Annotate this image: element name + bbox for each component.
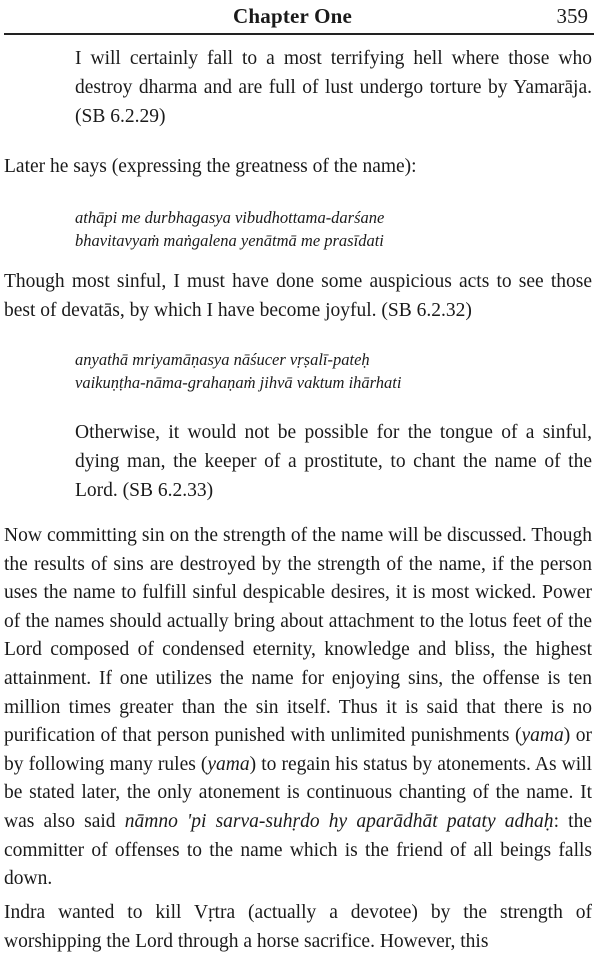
page-number: 359	[556, 4, 588, 28]
running-header	[4, 4, 596, 32]
chapter-title: Chapter One	[233, 4, 353, 28]
verse-line: bhavitavyaṁ maṅgalena yenātmā me prasīdati	[75, 231, 384, 250]
paragraph-2: Though most sinful, I must have done some auspicious acts to see those best of devatās, by which I have become joyful. (SB 6.2.32)	[4, 271, 592, 321]
verse-2	[75, 348, 401, 394]
paragraph-1: Later he says (expressing the greatness of the name):	[4, 156, 417, 177]
verse-1	[75, 206, 384, 252]
paragraph-text: ) or by following many rules (	[4, 725, 592, 775]
paragraph-4: Indra wanted to kill Vṛtra (actually a devotee) by the strength of worshipping the Lord through a horse sacrifice. However, this	[4, 902, 592, 952]
header-rule	[4, 33, 594, 35]
italic-term: yama	[207, 753, 250, 775]
block-quote-1: I will certainly fall to a most terrifying hell where those who destroy dharma and are full of lust undergo torture by Yamarāja. (SB 6.2.29)	[75, 48, 592, 127]
paragraph-text: ) to regain his status by atonements. As will be stated later, the only atonement is continuous chanting of the name. It was also said	[4, 753, 592, 832]
italic-term: yama	[521, 725, 564, 747]
block-quote-2: Otherwise, it would not be possible for the tongue of a sinful, dying man, the keeper of a prostitute, to chant the name of the Lord. (SB 6.2.33)	[75, 422, 592, 501]
verse-line: athāpi me durbhagasya vibudhottama-darśane	[75, 208, 385, 227]
verse-line: anyathā mriyamāṇasya nāśucer vṛṣalī-pateḥ	[75, 350, 370, 369]
paragraph-text: Now committing sin on the strength of the name will be discussed. Though the results of sins are destroyed by the strength of the name, if the person uses the name to fulfill sinful despicable desires, it is most wicked. Power of the names should actually bring about attachment to the lotus feet of the Lord composed of condensed eternity, knowledge and bliss, the highest attainment. If one utilizes the name for enjoying sins, the offense is ten million times greater than the sin itself. Thus it is said that there is no purification of that person punished with unlimited punishments (	[4, 525, 592, 747]
paragraph-text: : the committer of offenses to the name which is the friend of all beings falls down.	[4, 810, 593, 890]
italic-quotation: nāmno 'pi sarva-suhṛdo hy aparādhāt pataty adhaḥ	[124, 810, 554, 832]
verse-line: vaikuṇṭha-nāma-grahaṇaṁ jihvā vaktum ihārhati	[75, 373, 402, 392]
paragraph-3	[4, 522, 592, 894]
